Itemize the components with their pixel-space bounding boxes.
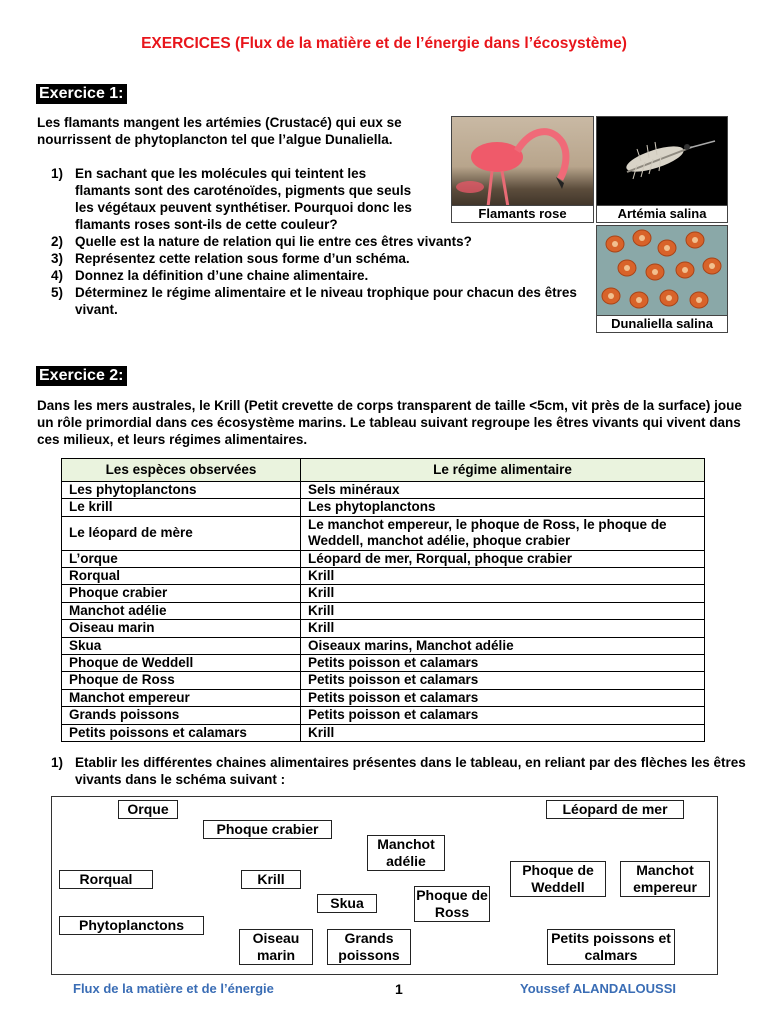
dunaliella-caption: Dunaliella salina bbox=[596, 315, 728, 333]
species-cell: Phoque de Weddell bbox=[62, 655, 301, 672]
scheme-box-phytoplanctons[interactable]: Phytoplanctons bbox=[59, 916, 204, 935]
species-cell: Les phytoplanctons bbox=[62, 482, 301, 499]
scheme-box-skua[interactable]: Skua bbox=[317, 894, 377, 913]
table-row bbox=[62, 620, 705, 637]
table-row bbox=[62, 707, 705, 724]
page-number: 1 bbox=[395, 981, 403, 997]
footer-title: Flux de la matière et de l’énergie bbox=[73, 981, 274, 996]
question-text: Donnez la définition d’une chaine alimentaire. bbox=[75, 268, 369, 283]
artemia-caption: Artémia salina bbox=[596, 205, 728, 223]
scheme-box-phoque-ross[interactable]: Phoque de Ross bbox=[414, 886, 490, 922]
species-cell: Rorqual bbox=[62, 568, 301, 585]
question-number: 1) bbox=[51, 166, 64, 181]
species-cell: Manchot adélie bbox=[62, 602, 301, 619]
footer-author: Youssef ALANDALOUSSI bbox=[520, 981, 677, 996]
species-cell: Phoque crabier bbox=[62, 585, 301, 602]
table-row bbox=[62, 550, 705, 567]
question-text: Déterminez le régime alimentaire et le niveau trophique pour chacun des êtres vivant. bbox=[75, 285, 577, 317]
scheme-box-grands-poissons[interactable]: Grands poissons bbox=[327, 929, 411, 965]
question-item bbox=[37, 250, 580, 267]
scheme-box-orque[interactable]: Orque bbox=[118, 800, 178, 819]
table-row bbox=[62, 516, 705, 550]
species-cell: Le léopard de mère bbox=[62, 516, 301, 550]
species-cell: Manchot empereur bbox=[62, 689, 301, 706]
scheme-box-manchot-empereur[interactable]: Manchot empereur bbox=[620, 861, 710, 897]
table-row bbox=[62, 585, 705, 602]
species-cell: Oiseau marin bbox=[62, 620, 301, 637]
diet-cell: Les phytoplanctons bbox=[301, 499, 705, 516]
question-number: 1) bbox=[51, 755, 64, 770]
page-title: EXERCICES (Flux de la matière et de l’énergie dans l’écosystème) bbox=[141, 35, 627, 52]
scheme-box-manchot-adelie[interactable]: Manchot adélie bbox=[367, 835, 445, 871]
dunaliella-image bbox=[596, 225, 728, 317]
diet-cell: Petits poisson et calamars bbox=[301, 672, 705, 689]
exercise1-heading: Exercice 1: bbox=[36, 84, 127, 104]
flamingo-illustration bbox=[452, 117, 593, 207]
question-item bbox=[37, 165, 415, 233]
scheme-box-leopard[interactable]: Léopard de mer bbox=[546, 800, 684, 819]
artemia-illustration bbox=[597, 117, 727, 207]
exercise2-heading: Exercice 2: bbox=[36, 366, 127, 386]
table-row bbox=[62, 602, 705, 619]
scheme-box-rorqual[interactable]: Rorqual bbox=[59, 870, 153, 889]
diet-cell: Petits poisson et calamars bbox=[301, 707, 705, 724]
table-row bbox=[62, 499, 705, 516]
diet-cell: Krill bbox=[301, 568, 705, 585]
scheme-box-phoque-crabier[interactable]: Phoque crabier bbox=[203, 820, 332, 839]
table-row bbox=[62, 724, 705, 741]
question-text: Etablir les différentes chaines alimentaires présentes dans le tableau, en reliant par des flèches les êtres vivants dans le schéma suivant : bbox=[75, 755, 746, 787]
table-row bbox=[62, 637, 705, 654]
question-text: En sachant que les molécules qui teintent les flamants sont des caroténoïdes, pigments que seuls les végétaux peuvent synthétiser. Pourquoi donc les flamants roses sont-ils de cette couleur? bbox=[75, 166, 412, 232]
question-number: 4) bbox=[51, 268, 64, 283]
species-cell: Skua bbox=[62, 637, 301, 654]
table-row bbox=[62, 568, 705, 585]
diet-cell: Léopard de mer, Rorqual, phoque crabier bbox=[301, 550, 705, 567]
table-header-cell: Les espèces observées bbox=[62, 459, 301, 482]
species-cell: Petits poissons et calamars bbox=[62, 724, 301, 741]
question-item bbox=[37, 284, 595, 318]
species-cell: Phoque de Ross bbox=[62, 672, 301, 689]
question-item bbox=[37, 233, 580, 250]
exercise2-intro: Dans les mers australes, le Krill (Petit crevette de corps transparent de taille <5cm, vit près de la surface) joue un rôle primordial dans ces écosystème marins. Le tableau suivant regroupe les êtres vivants qui vivent dans ces milieux, et leurs régimes alimentaires. bbox=[37, 398, 742, 447]
question-text: Quelle est la nature de relation qui lie entre ces êtres vivants? bbox=[75, 234, 472, 249]
question-number: 2) bbox=[51, 234, 64, 249]
scheme-box-petits-poissons[interactable]: Petits poissons et calmars bbox=[547, 929, 675, 965]
exercise1-intro: Les flamants mangent les artémies (Crustacé) qui eux se nourrissent de phytoplancton tel que l’algue Dunaliella. bbox=[37, 115, 402, 147]
dunaliella-illustration bbox=[597, 226, 727, 316]
diet-table bbox=[61, 458, 705, 742]
scheme-box-oiseau-marin[interactable]: Oiseau marin bbox=[239, 929, 313, 965]
flamingo-image bbox=[451, 116, 594, 208]
diet-cell: Petits poisson et calamars bbox=[301, 655, 705, 672]
artemia-image bbox=[596, 116, 728, 208]
table-header-cell: Le régime alimentaire bbox=[301, 459, 705, 482]
table-row bbox=[62, 482, 705, 499]
flamingo-caption: Flamants rose bbox=[451, 205, 594, 223]
diet-cell: Le manchot empereur, le phoque de Ross, le phoque de Weddell, manchot adélie, phoque crabier bbox=[301, 516, 705, 550]
question-number: 3) bbox=[51, 251, 64, 266]
scheme-box-krill[interactable]: Krill bbox=[241, 870, 301, 889]
species-cell: Grands poissons bbox=[62, 707, 301, 724]
question-number: 5) bbox=[51, 285, 64, 300]
diet-cell: Krill bbox=[301, 585, 705, 602]
table-row bbox=[62, 655, 705, 672]
diet-cell: Sels minéraux bbox=[301, 482, 705, 499]
diet-cell: Petits poisson et calamars bbox=[301, 689, 705, 706]
diet-cell: Krill bbox=[301, 724, 705, 741]
table-row bbox=[62, 672, 705, 689]
diet-cell: Krill bbox=[301, 602, 705, 619]
species-cell: Le krill bbox=[62, 499, 301, 516]
diet-cell: Krill bbox=[301, 620, 705, 637]
table-header-row bbox=[62, 459, 705, 482]
question-item bbox=[37, 267, 580, 284]
question-text: Représentez cette relation sous forme d’un schéma. bbox=[75, 251, 410, 266]
species-cell: L’orque bbox=[62, 550, 301, 567]
scheme-box-phoque-weddell[interactable]: Phoque de Weddell bbox=[510, 861, 606, 897]
question-item bbox=[37, 754, 757, 788]
diet-cell: Oiseaux marins, Manchot adélie bbox=[301, 637, 705, 654]
exercise2-question bbox=[37, 754, 757, 788]
table-row bbox=[62, 689, 705, 706]
food-chain-scheme bbox=[51, 796, 718, 975]
